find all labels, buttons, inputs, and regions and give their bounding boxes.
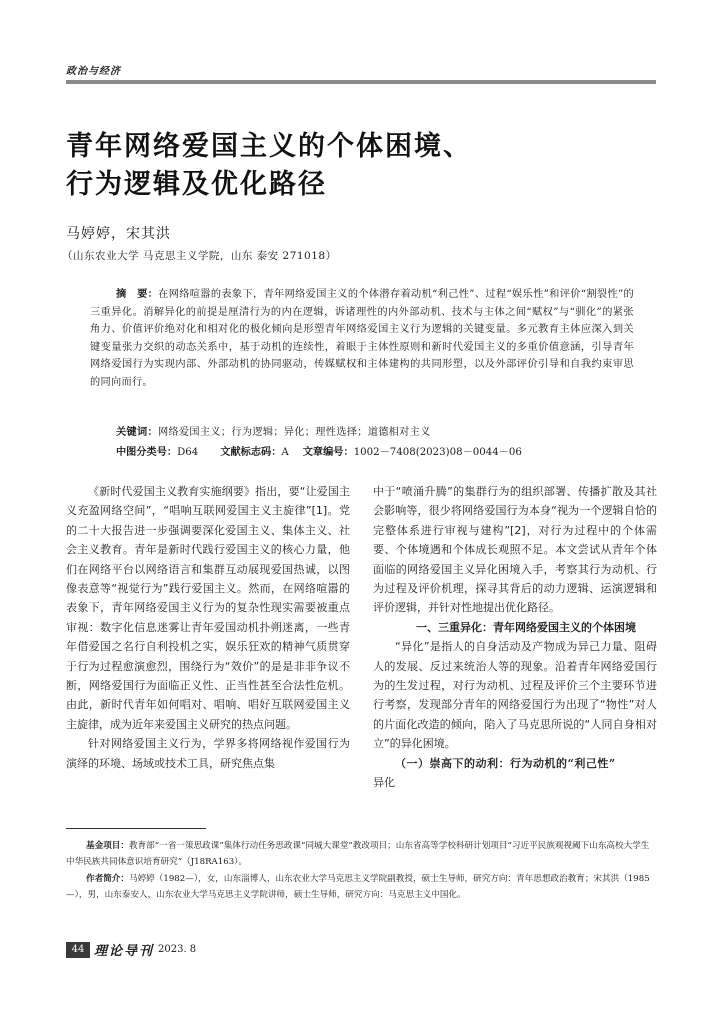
clc-label: 中图分类号： bbox=[116, 447, 178, 458]
section-heading: 一、三重异化：青年网络爱国主义的个体困境 bbox=[416, 620, 636, 634]
abstract-text: 在网络喧嚣的表象下，青年网络爱国主义的个体潜存着动机“利己性”、过程“娱乐性”和评价“割裂性”的三重异化。消解异化的前提是厘清行为的内在逻辑，诉诸理性的内外部动机、技术与主体之间“赋权”与“驯化”的紧张角力、价值评价绝对化和相对化的极化倾向是形塑青年网络爱国主义行为逻辑的关键变量。多元教育主体应深入到关键变量张力交织的动态关系中，基于动机的连续性，着眼于主体性原则和新时代爱国主义的多重价值意涵，引导青年网络爱国行为实现内部、外部动机的协同驱动，传媒赋权和主体建构的共同形塑，以及外部评价引导和自我约束审思的同向而行。 bbox=[90, 289, 634, 388]
classification-line bbox=[116, 443, 522, 458]
abstract bbox=[90, 286, 634, 392]
footnote-author bbox=[66, 871, 656, 903]
paragraph: 《新时代爱国主义教育实施纲要》指出，要“让爱国主义充盈网络空间”，“唱响互联网爱国主义主旋律”[1]。党的二十大报告进一步强调要深化爱国主义、集体主义、社会主义教育。青年是新时代践行爱国主义的核心力量，他们在网络平台以网络语言和集群互动展现爱国热诚，以图像表意等“视觉行为”践行爱国主义。然而，在网络喧嚣的表象下，青年网络爱国主义行为的复杂性现实需要被重点审视：数字化信息迷雾让青年爱国动机扑朔迷离，一些青年借爱国之名行自利投机之实，娱乐狂欢的精神气质贯穿于行为过程愈演愈烈，围绕行为“效价”的是是非非争议不断，网络爱国行为面临正义性、正当性甚至合法性危机。由此，新时代青年如何唱对、唱响、唱好互联网爱国主义主旋律，成为近年来爱国主义研究的热点问题。 bbox=[66, 485, 350, 731]
doc-value: A bbox=[281, 447, 289, 458]
issue-date: 2023. 8 bbox=[158, 944, 197, 955]
keywords-label: 关键词： bbox=[116, 427, 158, 438]
footnote-rule bbox=[66, 828, 206, 829]
paragraph: 中于“喷涌升腾”的集群行为的组织部署、传播扩散及其社会影响等，很少将网络爱国行为本身“视为一个逻辑自恰的完整体系进行审视与建构”[2]，对行为过程中的个体需要、个体境遇和个体成长观照不足。本文尝试从青年个体面临的网络爱国主义异化困境入手，考察其行为动机、行为过程及评价机理，探寻其背后的动力逻辑、运演逻辑和评价逻辑，并针对性地提出优化路径。 bbox=[373, 485, 657, 615]
paragraph: “异化”是指人的自身活动及产物成为异己力量、阻碍人的发展、反过来统治人等的现象。沿着青年网络爱国行为的生发过程，对行为动机、过程及评价三个主要环节进行考察，发现部分青年的网络爱国行为出现了“物性”对人的片面化改造的倾向，陷入了马克思所说的“人同自身相对立”的异化困境。 bbox=[373, 640, 657, 751]
header-rule bbox=[66, 80, 656, 84]
journal-name: 理论导刊 bbox=[94, 944, 155, 959]
fund-label: 基金项目： bbox=[86, 841, 129, 851]
article-value: 1002－7408(2023)08－0044－06 bbox=[353, 447, 522, 458]
page-number: 44 bbox=[66, 942, 90, 958]
body-column-right bbox=[373, 482, 657, 793]
subsection-heading: （一）崇高下的动利：行为动机的“利己性” bbox=[395, 756, 616, 770]
body-column-left bbox=[66, 482, 350, 773]
subsection-heading-cont: 异化 bbox=[373, 776, 395, 790]
clc-value: D64 bbox=[177, 447, 199, 458]
title-line-1: 青年网络爱国主义的个体困境、 bbox=[66, 131, 472, 162]
author-text: 马婷婷（1982—），女，山东淄博人，山东农业大学马克思主义学院副教授，硕士生导师，研究方向：青年思想政治教育；宋其洪（1985—），男，山东泰安人，山东农业大学马克思主义学院讲师，硕士生导师，研究方向：马克思主义中国化。 bbox=[66, 874, 650, 900]
doc-label: 文献标志码： bbox=[220, 447, 282, 458]
paragraph: 针对网络爱国主义行为，学界多将网络视作爱国行为演绎的环境、场域或技术工具，研究焦点集 bbox=[66, 737, 350, 770]
title-line-2: 行为逻辑及优化路径 bbox=[66, 169, 327, 200]
keywords-text: 网络爱国主义；行为逻辑；异化；理性选择；道德相对主义 bbox=[157, 427, 431, 438]
authors: 马婷婷，宋其洪 bbox=[66, 226, 171, 242]
article-title bbox=[66, 128, 472, 204]
article-label: 文章编号： bbox=[302, 447, 354, 458]
affiliation: （山东农业大学 马克思主义学院，山东 泰安 271018） bbox=[62, 250, 337, 262]
author-label: 作者简介： bbox=[86, 874, 129, 884]
footnote-fund bbox=[66, 838, 656, 870]
keywords bbox=[116, 423, 431, 438]
section-tag: 政治与经济 bbox=[66, 66, 121, 77]
abstract-label: 摘 要： bbox=[116, 289, 159, 300]
fund-text: 教育部“一省一策思政课”集体行动任务思政课“同城大课堂”教改项目；山东省高等学校科研计划项目“习近平民族观视阈下山东高校大学生中华民族共同体意识培育研究”（J18RA163）。 bbox=[66, 841, 650, 867]
